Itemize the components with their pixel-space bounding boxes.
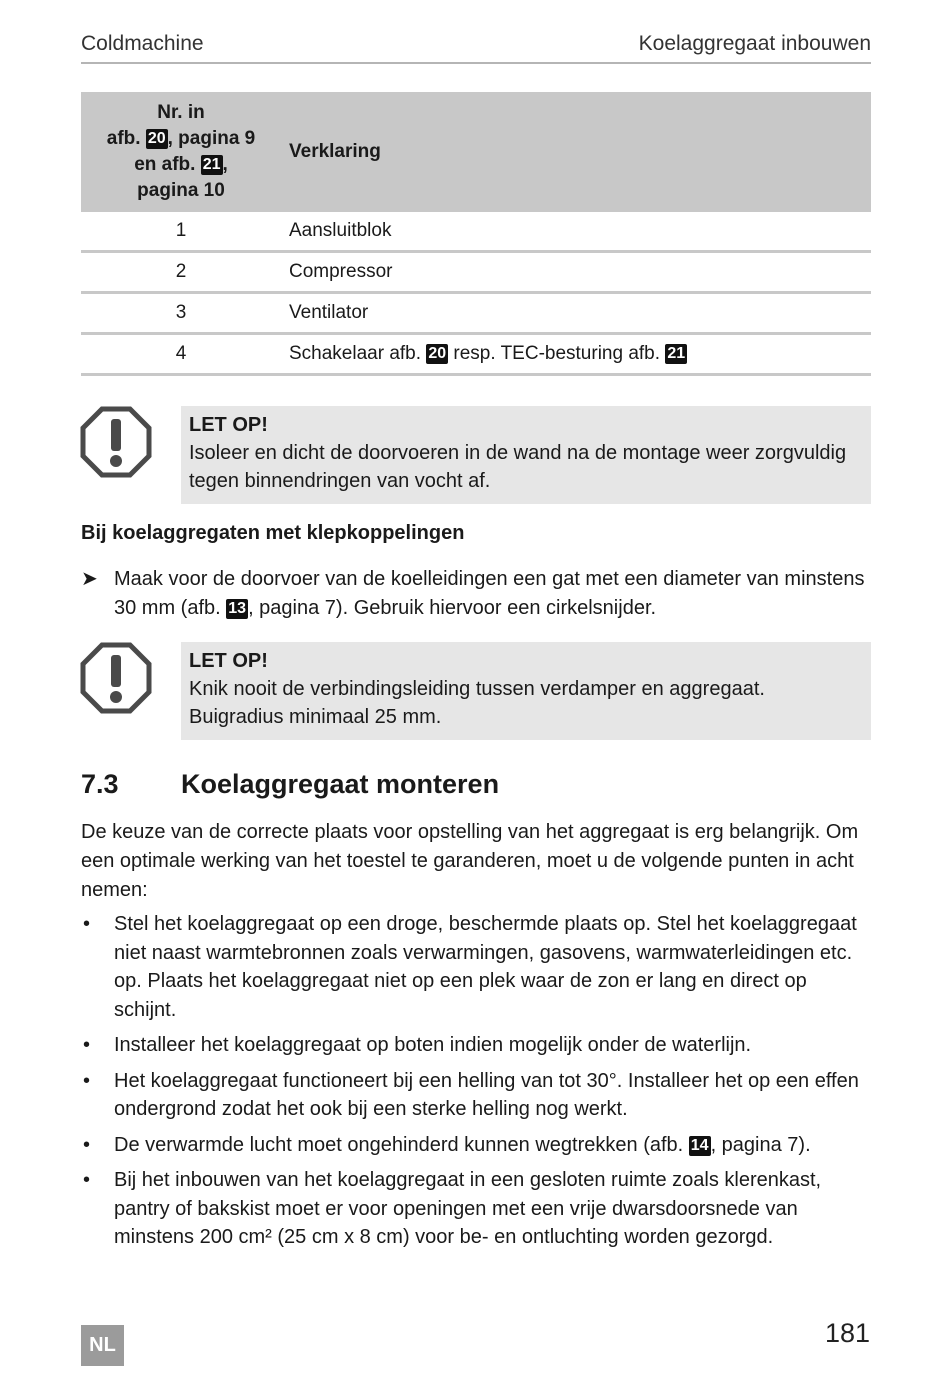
table-cell-number: 3	[81, 293, 281, 334]
notice-box	[181, 406, 871, 504]
figure-ref: 14	[690, 1136, 709, 1154]
header-product-name: Coldmachine	[81, 32, 204, 55]
bullet-list	[81, 910, 871, 1259]
table-cell-text: Ventilator	[281, 293, 871, 334]
section-heading	[81, 769, 499, 800]
table-header-number: Nr. in afb. 20 , pagina 9 en afb. 21 , pagina 10	[81, 92, 281, 212]
notice-title: LET OP!	[189, 650, 268, 672]
list-item: • Bij het inbouwen van het koelaggregaat in een gesloten ruimte zoals klerenkast, pantry of bakskist moet er voor openingen met een vrije dwarsdoorsnede van minstens 200 cm² (25 cm x 8 cm) voor be- en ontluchting worden gezorgd.	[81, 1166, 871, 1252]
notice-title: LET OP!	[189, 414, 268, 436]
table-cell-text: Aansluitblok	[281, 212, 871, 252]
warning-octagon-icon	[80, 406, 152, 478]
table-cell-number: 2	[81, 252, 281, 293]
section-number: 7.3	[81, 769, 119, 799]
table-row	[81, 334, 871, 375]
list-item: • Installeer het koelaggregaat op boten indien mogelijk onder de waterlijn.	[81, 1031, 871, 1060]
table-header-row	[81, 92, 871, 212]
table-cell-number: 1	[81, 212, 281, 252]
language-badge: NL	[81, 1325, 124, 1366]
instruction-step	[81, 565, 871, 623]
table-row	[81, 212, 871, 252]
figure-ref: 21	[667, 345, 686, 362]
notice-text: Isoleer en dicht de doorvoeren in de wand na de montage weer zorgvuldig tegen binnendringen van vocht af.	[189, 442, 847, 492]
list-item: • Het koelaggregaat functioneert bij een helling van tot 30°. Installeer het op een effen ondergrond zodat het ook bij een sterke helling nog werkt.	[81, 1067, 871, 1124]
list-item: • Stel het koelaggregaat op een droge, beschermde plaats op. Stel het koelaggregaat niet naast warmtebronnen zoals verwarmingen, gasovens, warmwaterleidingen etc. op. Plaats het koelaggregaat niet op een plek waar de zon er lang en direct op schijnt.	[81, 910, 871, 1024]
table-cell-text: Compressor	[281, 252, 871, 293]
bullet-icon: •	[83, 1133, 91, 1156]
subheading: Bij koelaggregaten met klepkoppelingen	[81, 522, 465, 544]
bullet-icon: •	[83, 1034, 91, 1056]
table-row	[81, 252, 871, 293]
table-header-explanation: Verklaring	[281, 92, 871, 212]
list-item: • De verwarmde lucht moet ongehinderd kunnen wegtrekken (afb. 14 , pagina 7).	[81, 1131, 871, 1160]
table-row	[81, 293, 871, 334]
section-title: Koelaggregaat monteren	[181, 769, 500, 799]
warning-octagon-icon	[80, 642, 152, 714]
figure-ref: 20	[147, 130, 166, 147]
bullet-icon: •	[83, 1169, 91, 1191]
figure-ref: 13	[228, 600, 247, 617]
figure-ref: 21	[202, 156, 221, 173]
table-cell-number: 4	[81, 334, 281, 375]
bullet-icon: •	[83, 913, 91, 935]
header-chapter-title: Koelaggregaat inbouwen	[638, 32, 871, 55]
table-cell-text: Schakelaar afb. 20 resp. TEC-besturing afb. 21	[281, 334, 871, 375]
page-header	[81, 30, 871, 64]
legend-table	[81, 92, 871, 376]
notice-box	[181, 642, 871, 740]
intro-paragraph: De keuze van de correcte plaats voor opstelling van het aggregaat is erg belangrijk. Om een optimale werking van het toestel te garanderen, moet u de volgende punten in acht nemen:	[81, 821, 859, 901]
arrow-icon: ➤	[81, 568, 98, 590]
figure-ref: 20	[428, 345, 447, 362]
bullet-icon: •	[83, 1069, 91, 1092]
page-number: 181	[824, 1318, 870, 1348]
step-text: Maak voor de doorvoer van de koelleidingen een gat met een diameter van minstens 30 mm (afb. 13 , pagina 7). Gebruik hiervoor een cirkelsnijder.	[114, 568, 865, 619]
notice-text: Knik nooit de verbindingsleiding tussen verdamper en aggregaat. Buigradius minimaal 25 mm.	[189, 678, 765, 728]
